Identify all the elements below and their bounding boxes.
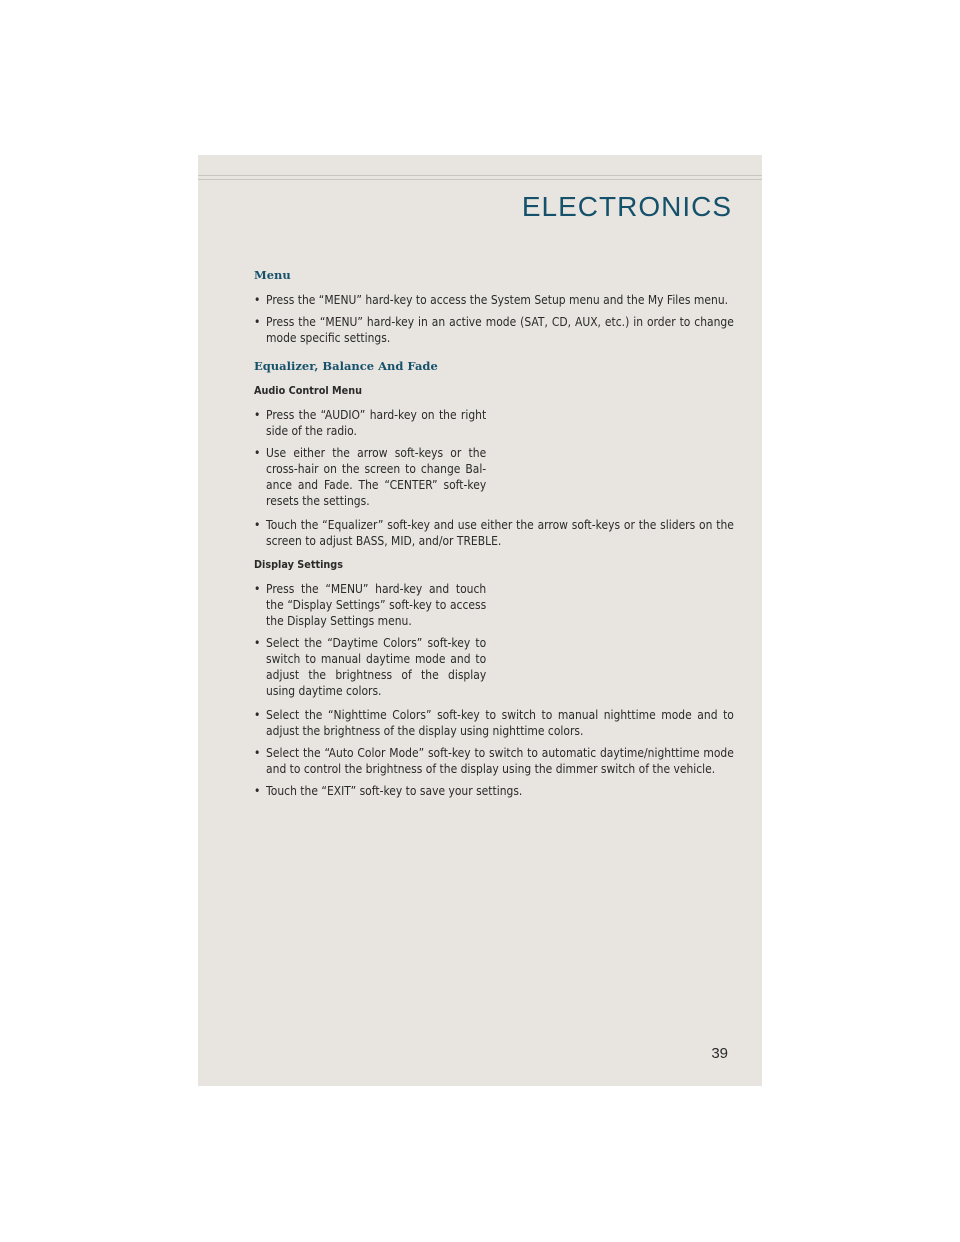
list-item: • Use either the arrow soft-keys or the cross-hair on the screen to change Bal-ance and Fade. The “CENTER” soft-key resets the settings.	[254, 445, 487, 508]
display-settings-subheading: Display Settings	[254, 558, 343, 571]
list-item: • Press the “MENU” hard-key and touch the “Display Settings” soft-key to access the Display Settings menu.	[254, 581, 487, 628]
list-item: • Touch the “EXIT” soft-key to save your settings.	[254, 783, 523, 798]
list-item: • Touch the “Equalizer” soft-key and use either the arrow soft-keys or the sliders on the screen to adjust BASS, MID, and/or TREBLE.	[254, 517, 734, 548]
display-list	[254, 581, 734, 699]
audio-control-subheading: Audio Control Menu	[254, 384, 363, 397]
display-list-wide	[254, 707, 734, 799]
list-item: • Press the “MENU” hard-key to access the System Setup menu and the My Files menu.	[254, 292, 729, 307]
header-rule-top	[198, 175, 762, 176]
equalizer-list-wide	[254, 517, 734, 549]
menu-list	[254, 292, 734, 346]
section-title: ELECTRONICS	[521, 191, 732, 222]
page-content	[254, 267, 734, 807]
equalizer-heading: Equalizer, Balance And Fade	[254, 359, 438, 373]
list-item: • Press the “AUDIO” hard-key on the right side of the radio.	[254, 407, 487, 438]
equalizer-list	[254, 407, 734, 509]
list-item: • Press the “MENU” hard-key in an active mode (SAT, CD, AUX, etc.) in order to change mode specific settings.	[254, 314, 734, 345]
list-item: • Select the “Nighttime Colors” soft-key to switch to manual nighttime mode and to adjust the brightness of the display using nighttime colors.	[254, 707, 734, 738]
manual-page	[198, 155, 762, 1086]
page-number: 39	[711, 1045, 728, 1062]
header-rule-bottom	[198, 179, 762, 180]
menu-heading: Menu	[254, 268, 291, 282]
list-item: • Select the “Auto Color Mode” soft-key to switch to automatic daytime/nighttime mode and to control the brightness of the display using the dimmer switch of the vehicle.	[254, 745, 734, 776]
list-item: • Select the “Daytime Colors” soft-key to switch to manual daytime mode and to adjust the brightness of the display using daytime colors.	[254, 635, 487, 698]
